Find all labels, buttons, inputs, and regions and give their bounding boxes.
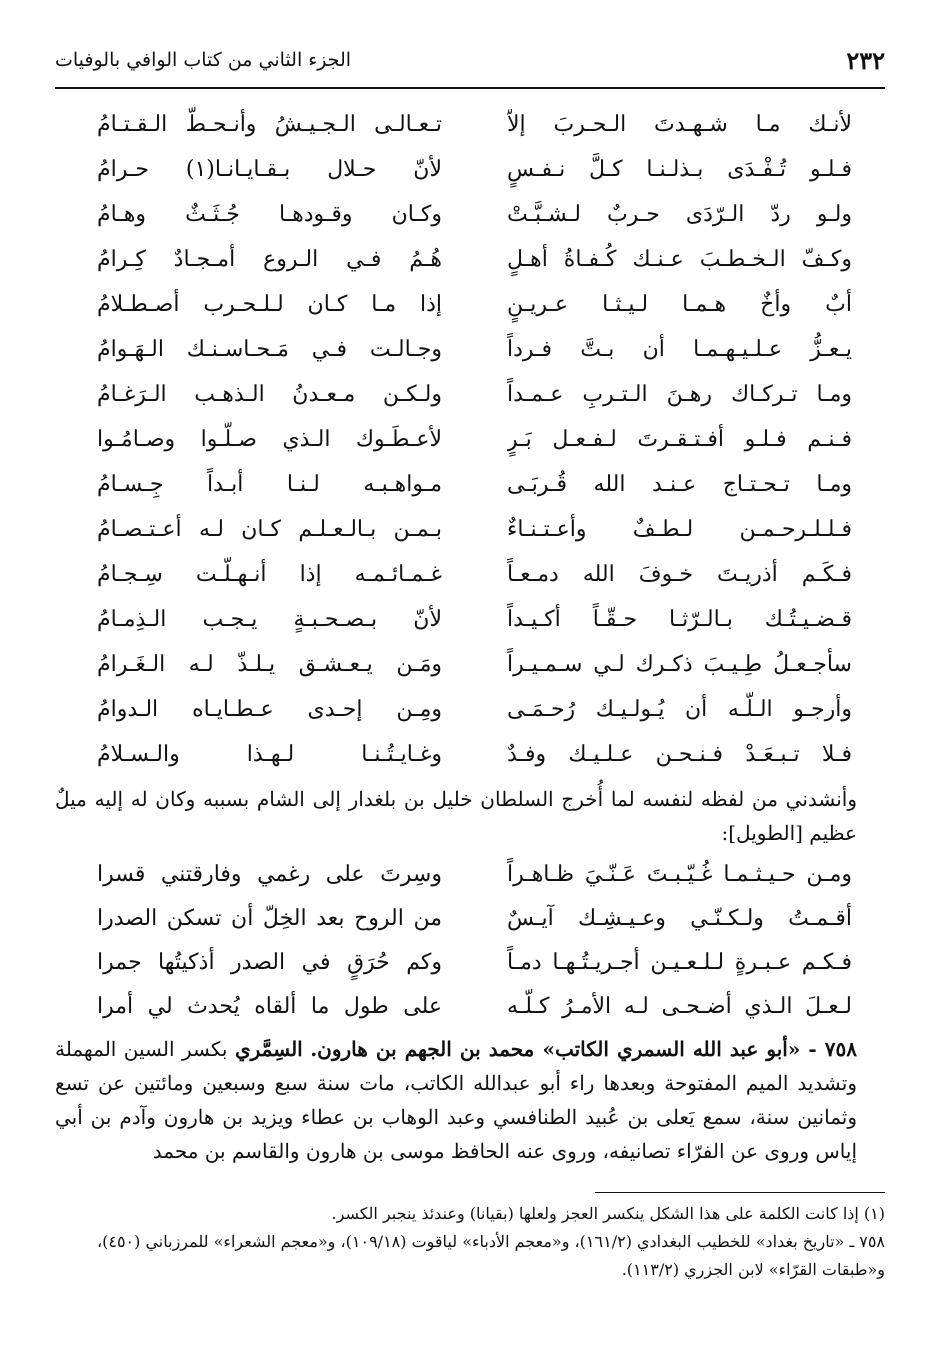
first-hemistich: فـكَـم أذريـتَ خـوفَ الله دمـعـاً (507, 562, 852, 587)
second-hemistich: لأنّ حـلال بـقـايـانـا(١) حـرامُ (97, 157, 442, 182)
footnote-2: ٧٥٨ ـ «تاريخ بغداد» للخطيب البغدادي (١٦١/٢)، و«معجم الأدباء» لياقوت (١٠٩/١٨)، و«معجم الشعراء» للمرزباني (٤٥٠)، و«طبقات القرّاء» لابن الجزري (١١٣/٢). (96, 1232, 885, 1279)
first-hemistich: ومـا تـحـتـاج عـنـد الله قُـربَـى (507, 472, 852, 497)
first-hemistich: فـنـم فـلـو أفـتـقـرتَ لـفـعـل بَـرٍ (507, 427, 852, 452)
verse-line (0, 597, 947, 643)
entry-text: بكسر السين المهملة وتشديد الميم المفتوحة وبعدها راء أبو عبدالله الكاتب، مات سنة سبع وسبعين ومائتين عن تسع وثمانين سنة، سمع يَعلى بن عُبيد الطنافسي وعبد الوهاب بن عطاء ويزيد بن هارون وآدم بن أبي إياس وروى عن الفرّاء تصانيفه، وروى عنه الحافظ موسى بن هارون والقاسم بن محمد (55, 1037, 857, 1163)
verse-line (0, 372, 947, 418)
first-hemistich: فـلـلـرحـمـن لـطـفٌ وأعـتـنـاءٌ (507, 517, 852, 542)
second-hemistich: تـعـالـى الـجـيـشُ وأنـحـطّ الـقـتـامُ (97, 112, 442, 137)
intro-paragraph (55, 782, 885, 850)
second-hemistich: ومِـن إحـدى عـطـايـاه الـدوامُ (97, 697, 442, 722)
page-header (55, 40, 885, 80)
first-hemistich: أقـمـتُ ولـكـنّـي وعـيـشِـك آيـسٌ (507, 906, 852, 931)
verse-line (0, 462, 947, 508)
first-hemistich: ولـو ردّ الـرّدَى حـربٌ لـشـبَّـتْ (507, 202, 852, 227)
first-hemistich: ومـن حـيـثـمـا غُـيّـبـتَ عَـنّـيَ ظـاهـراً (507, 862, 852, 887)
second-hemistich: بـمـن بـالـعـلـم كـان لـه أعـتـصـامُ (97, 517, 442, 542)
second-hemistich: غـمـائـمـه إذا أنـهـلّـت سِـجـامُ (97, 562, 442, 587)
second-hemistich: مـواهـبـه لـنـا أبـداً جِـسـامُ (97, 472, 442, 497)
verse-line (0, 327, 947, 373)
first-hemistich: سأجـعـلُ طِـيـبَ ذكـرك لـي سـمـيـراً (507, 652, 852, 677)
page-number: ٢٣٢ (846, 45, 885, 75)
first-hemistich: يـعـزُّ عـلـيـهـمـا أن بـتَّ فـرداً (507, 337, 852, 362)
second-hemistich: وكم حُرَقٍ في الصدر أذكيتُها جمرا (97, 950, 442, 975)
second-hemistich: وكـان وقـودهـا جُـثَـثٌ وهـامُ (97, 202, 442, 227)
verse-line (0, 552, 947, 598)
header-divider (55, 87, 885, 89)
second-hemistich: وسِرتَ على رغمي وفارقتني قسرا (97, 862, 442, 887)
first-hemistich: لأنـك مـا شـهـدتَ الـحـربَ إلاّ (507, 112, 852, 137)
first-hemistich: ومـا تـركـاك رهـنَ الـتـربِ عـمـداً (507, 382, 852, 407)
second-hemistich: لأعـطَـوك الـذي صـلّـوا وصـامُـوا (97, 427, 442, 452)
second-hemistich: هُـمُ فـي الـروع أمـجـادٌ كِـرامُ (97, 247, 442, 272)
second-hemistich: ومَـن يـعـشـق يـلـذّ لـه الـغَـرامُ (97, 652, 442, 677)
verse-line (0, 852, 947, 898)
second-hemistich: إذا مـا كـان لـلـحـرب أصـطـلامُ (97, 292, 442, 317)
verse-line (0, 507, 947, 553)
first-hemistich: أبٌ وأخٌ هـمـا لـيـثـا عـريـنٍ (507, 292, 852, 317)
second-hemistich: على طول ما ألقاه يُحدث لي أمرا (97, 994, 442, 1019)
verse-line (0, 896, 947, 942)
second-hemistich: وجـالـت فـي مَـحـاسـنـك الـهَـوامُ (97, 337, 442, 362)
running-title: الجزء الثاني من كتاب الوافي بالوفيات (55, 49, 352, 71)
intro-text: وأنشدني من لفظه لنفسه لما أُخرج السلطان خليل بن بلغدار إلى الشام بسببه وكان له إليه ميلٌ عظيم [الطويل]: (55, 787, 857, 845)
biography-entry (55, 1032, 885, 1168)
first-hemistich: فـلا تـبـعَـدْ فـنـحـن عـلـيـك وفـدٌ (507, 742, 852, 767)
verse-line (0, 417, 947, 463)
verse-line (0, 282, 947, 328)
second-hemistich: من الروح بعد الخِلّ أن تسكن الصدرا (97, 906, 442, 931)
entry-heading: ٧٥٨ - «أبو عبد الله السمري الكاتب» محمد بن الجهم بن هارون. (310, 1037, 858, 1061)
first-hemistich: وكـفّ الـخـطـبَ عـنـك كُـفـاةُ أهـلٍ (507, 247, 852, 272)
verse-line (0, 984, 947, 1030)
entry-keyword: السِمَّري (234, 1037, 303, 1061)
second-hemistich: وغـايـتُـنـا لـهـذا والـسـلامُ (97, 742, 442, 767)
footnote-divider (595, 1192, 885, 1193)
first-hemistich: وأرجـو الـلّـه أن يُـولـيـك رُحـمَـى (507, 697, 852, 722)
verse-line (0, 732, 947, 778)
verse-line (0, 687, 947, 733)
second-hemistich: ولـكـن مـعـدنُ الـذهـب الـرَغـامُ (97, 382, 442, 407)
verse-line (0, 147, 947, 193)
verse-line (0, 192, 947, 238)
first-hemistich: فـلـو تُـفْـدَى بـذلـنـا كـلَّ نـفـسٍ (507, 157, 852, 182)
footnote-1: (١) إذا كانت الكلمة على هذا الشكل ينكسر العجز ولعلها (بقيانا) وعندئذ ينجبر الكسر. (331, 1204, 885, 1223)
first-hemistich: قـضـيـتُـك بـالـرّثـا حـقّـاً أكـيـداً (507, 607, 852, 632)
first-hemistich: لـعـلَ الـذي أضـحـى لـه الأمـرُ كـلّـه (507, 994, 852, 1019)
footnotes (55, 1200, 885, 1284)
verse-line (0, 940, 947, 986)
second-hemistich: لأنّ بـصـحـبـةٍ يـجـب الـذِمـامُ (97, 607, 442, 632)
verse-line (0, 102, 947, 148)
first-hemistich: فـكـم عـبـرةٍ لـلـعـيـن أجـريـتُـهـا دمـاً (507, 950, 852, 975)
verse-line (0, 642, 947, 688)
verse-line (0, 237, 947, 283)
